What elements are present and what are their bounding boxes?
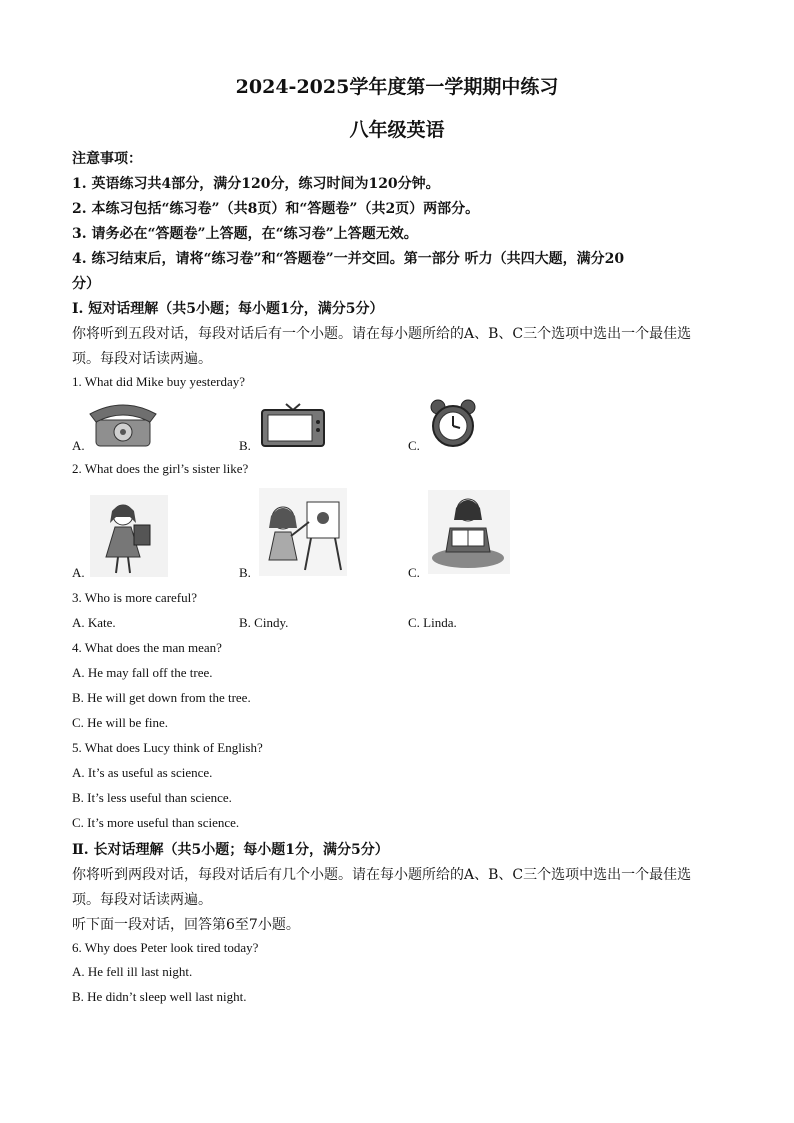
section1-instruction: 你将听到五段对话，每段对话后有一个小题。请在每小题所给的A、B、C三个选项中选出一个最佳选 [72,326,692,342]
alarm-clock-icon [428,398,478,450]
option-b: B. He will get down from the tree. [72,690,251,705]
option-c-label: C. [408,438,420,453]
option-b: B. Cindy. [239,615,289,630]
option-b-label: B. [239,438,251,453]
telephone-icon [88,400,158,450]
exam-subtitle: 八年级英语 [349,119,445,141]
option-a-label: A. [72,565,85,580]
note-item: 1. 英语练习共4部分，满分120分，练习时间为120分钟。 [72,176,440,192]
note-item: 4. 练习结束后，请将“练习卷”和“答题卷”一并交回。第一部分 听力（共四大题，满分20 [72,251,625,267]
girl-painting-picture [259,488,347,576]
exam-title: 2024-2025学年度第一学期期中练习 [235,76,559,98]
option-c: C. It’s more useful than science. [72,815,240,830]
notes-heading: 注意事项： [72,151,142,167]
option-c: C. Linda. [408,615,457,630]
option-a: A. It’s as useful as science. [72,765,213,780]
tv-icon [260,402,326,450]
option-a: A. He fell ill last night. [72,964,193,979]
section2-instruction: 项。每段对话读两遍。 [72,892,212,908]
girl-reading-picture [428,490,510,574]
question-2: 2. What does the girl’s sister like? [72,461,249,476]
section2-heading: Ⅱ. 长对话理解（共5小题；每小题1分，满分5分） [72,842,389,858]
section2-instruction: 听下面一段对话，回答第6至7小题。 [72,917,300,933]
note-item: 分） [72,276,100,292]
section1-heading: Ⅰ. 短对话理解（共5小题；每小题1分，满分5分） [72,301,384,317]
option-a-label: A. [72,438,85,453]
section1-instruction: 项。每段对话读两遍。 [72,351,212,367]
question-5: 5. What does Lucy think of English? [72,740,263,755]
option-b: B. He didn’t sleep well last night. [72,989,247,1004]
option-b: B. It’s less useful than science. [72,790,232,805]
section2-instruction: 你将听到两段对话，每段对话后有几个小题。请在每小题所给的A、B、C三个选项中选出一个最佳选 [72,867,692,883]
option-a: A. Kate. [72,615,116,630]
question-6: 6. Why does Peter look tired today? [72,940,259,955]
question-4: 4. What does the man mean? [72,640,222,655]
question-3: 3. Who is more careful? [72,590,198,605]
girl-with-bag-picture [90,495,168,577]
note-item: 3. 请务必在“答题卷”上答题，在“练习卷”上答题无效。 [72,226,418,242]
option-c-label: C. [408,565,420,580]
option-c: C. He will be fine. [72,715,169,730]
option-a: A. He may fall off the tree. [72,665,213,680]
note-item: 2. 本练习包括“练习卷”（共8页）和“答题卷”（共2页）两部分。 [72,201,480,217]
question-1: 1. What did Mike buy yesterday? [72,374,246,389]
option-b-label: B. [239,565,251,580]
